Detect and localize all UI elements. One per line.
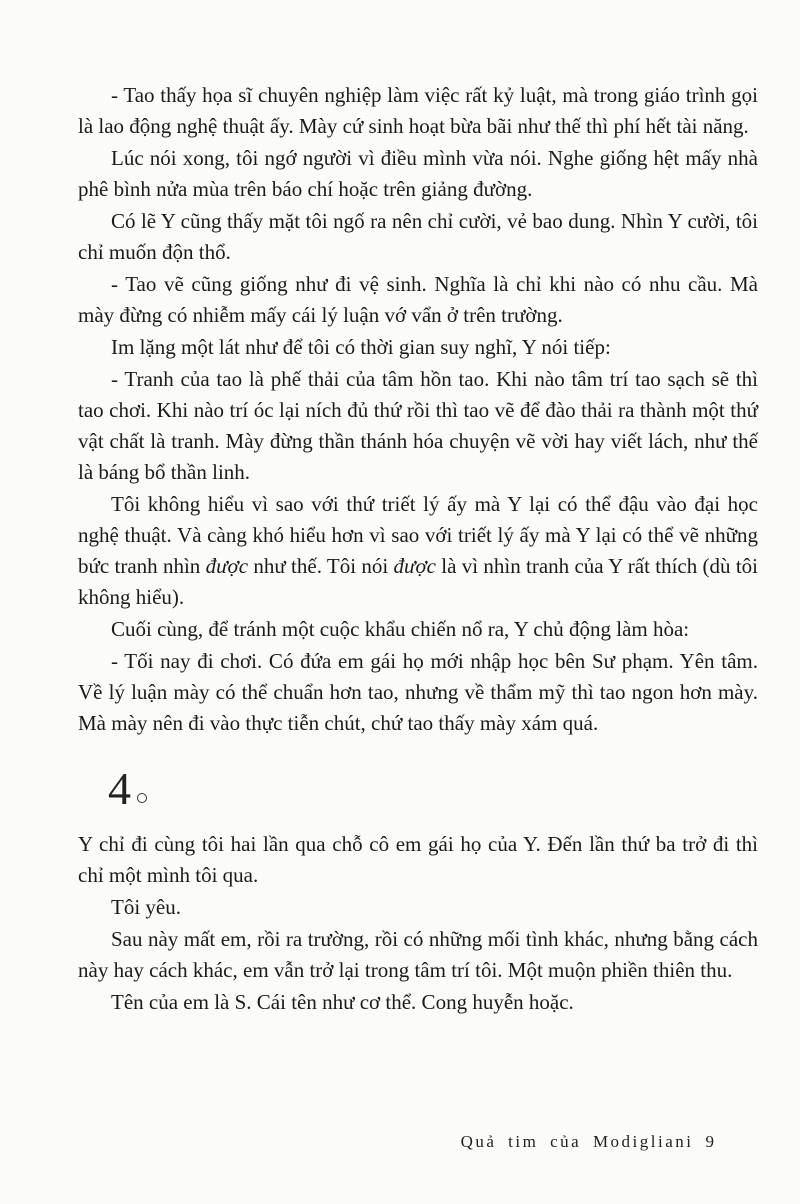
paragraph: Tôi yêu.: [111, 895, 181, 919]
italic-word: được: [393, 554, 436, 578]
running-title: Quả tim của Modigliani: [460, 1132, 694, 1151]
section-heading: [78, 763, 758, 815]
paragraph: Sau này mất em, rồi ra trường, rồi có những mối tình khác, nhưng bằng cách này hay cách khác, em vẫn trở lại trong tâm trí tôi. Một muộn phiền thiên thu.: [78, 927, 758, 982]
paragraph: Có lẽ Y cũng thấy mặt tôi ngố ra nên chỉ cười, vẻ bao dung. Nhìn Y cười, tôi chỉ muốn độn thổ.: [78, 209, 758, 264]
paragraph-text: là vì nhìn tranh của Y rất thích (dù tôi không hiểu).: [78, 554, 758, 609]
paragraph: Tên của em là S. Cái tên như cơ thể. Cong huyễn hoặc.: [111, 990, 574, 1014]
page-number: 9: [705, 1132, 714, 1151]
section-number: 4: [108, 763, 131, 814]
paragraph: Lúc nói xong, tôi ngớ người vì điều mình vừa nói. Nghe giống hệt mấy nhà phê bình nửa mùa trên báo chí hoặc trên giảng đường.: [78, 146, 758, 201]
paragraph: Im lặng một lát như để tôi có thời gian suy nghĩ, Y nói tiếp:: [111, 335, 611, 359]
paragraph-text: Tôi không hiểu vì sao với thứ triết lý ấy mà Y lại có thể đậu vào đại học nghệ thuật. Và càng khó hiểu hơn vì sao với triết lý ấy mà Y lại có thể vẽ những bức tranh nhìn: [78, 492, 758, 578]
paragraph: Cuối cùng, để tránh một cuộc khẩu chiến nổ ra, Y chủ động làm hòa:: [111, 617, 690, 641]
italic-word: được: [205, 554, 249, 578]
paragraph: Y chỉ đi cùng tôi hai lần qua chỗ cô em gái họ của Y. Đến lần thứ ba trở đi thì chỉ một mình tôi qua.: [78, 832, 758, 887]
paragraph: - Tao thấy họa sĩ chuyên nghiệp làm việc rất kỷ luật, mà trong giáo trình gọi là lao động nghệ thuật ấy. Mày cứ sinh hoạt bừa bãi như thế thì phí hết tài năng.: [78, 83, 758, 138]
paragraph: - Tranh của tao là phế thải của tâm hồn tao. Khi nào tâm trí tao sạch sẽ thì tao chơi. Khi nào trí óc lại ních đủ thứ rồi thì tao vẽ để đào thải ra thành một thứ vật chất là tranh. Mày đừng thần thánh hóa chuyện vẽ vời hay viết lách, như thế là báng bổ thần linh.: [78, 367, 758, 484]
paragraph: [78, 489, 758, 613]
page-footer: [461, 1132, 714, 1152]
section-period-mark: [137, 793, 147, 803]
paragraph: - Tối nay đi chơi. Có đứa em gái họ mới nhập học bên Sư phạm. Yên tâm. Về lý luận mày có thể chuẩn hơn tao, nhưng về thẩm mỹ thì tao ngon hơn mày. Mà mày nên đi vào thực tiễn chút, chứ tao thấy mày xám quá.: [78, 649, 758, 735]
paragraph: - Tao vẽ cũng giống như đi vệ sinh. Nghĩa là chỉ khi nào có nhu cầu. Mà mày đừng có nhiễm mấy cái lý luận vớ vẩn ở trên trường.: [78, 272, 758, 327]
paragraph-text: như thế. Tôi nói: [248, 554, 394, 578]
body-text: [78, 80, 758, 1019]
